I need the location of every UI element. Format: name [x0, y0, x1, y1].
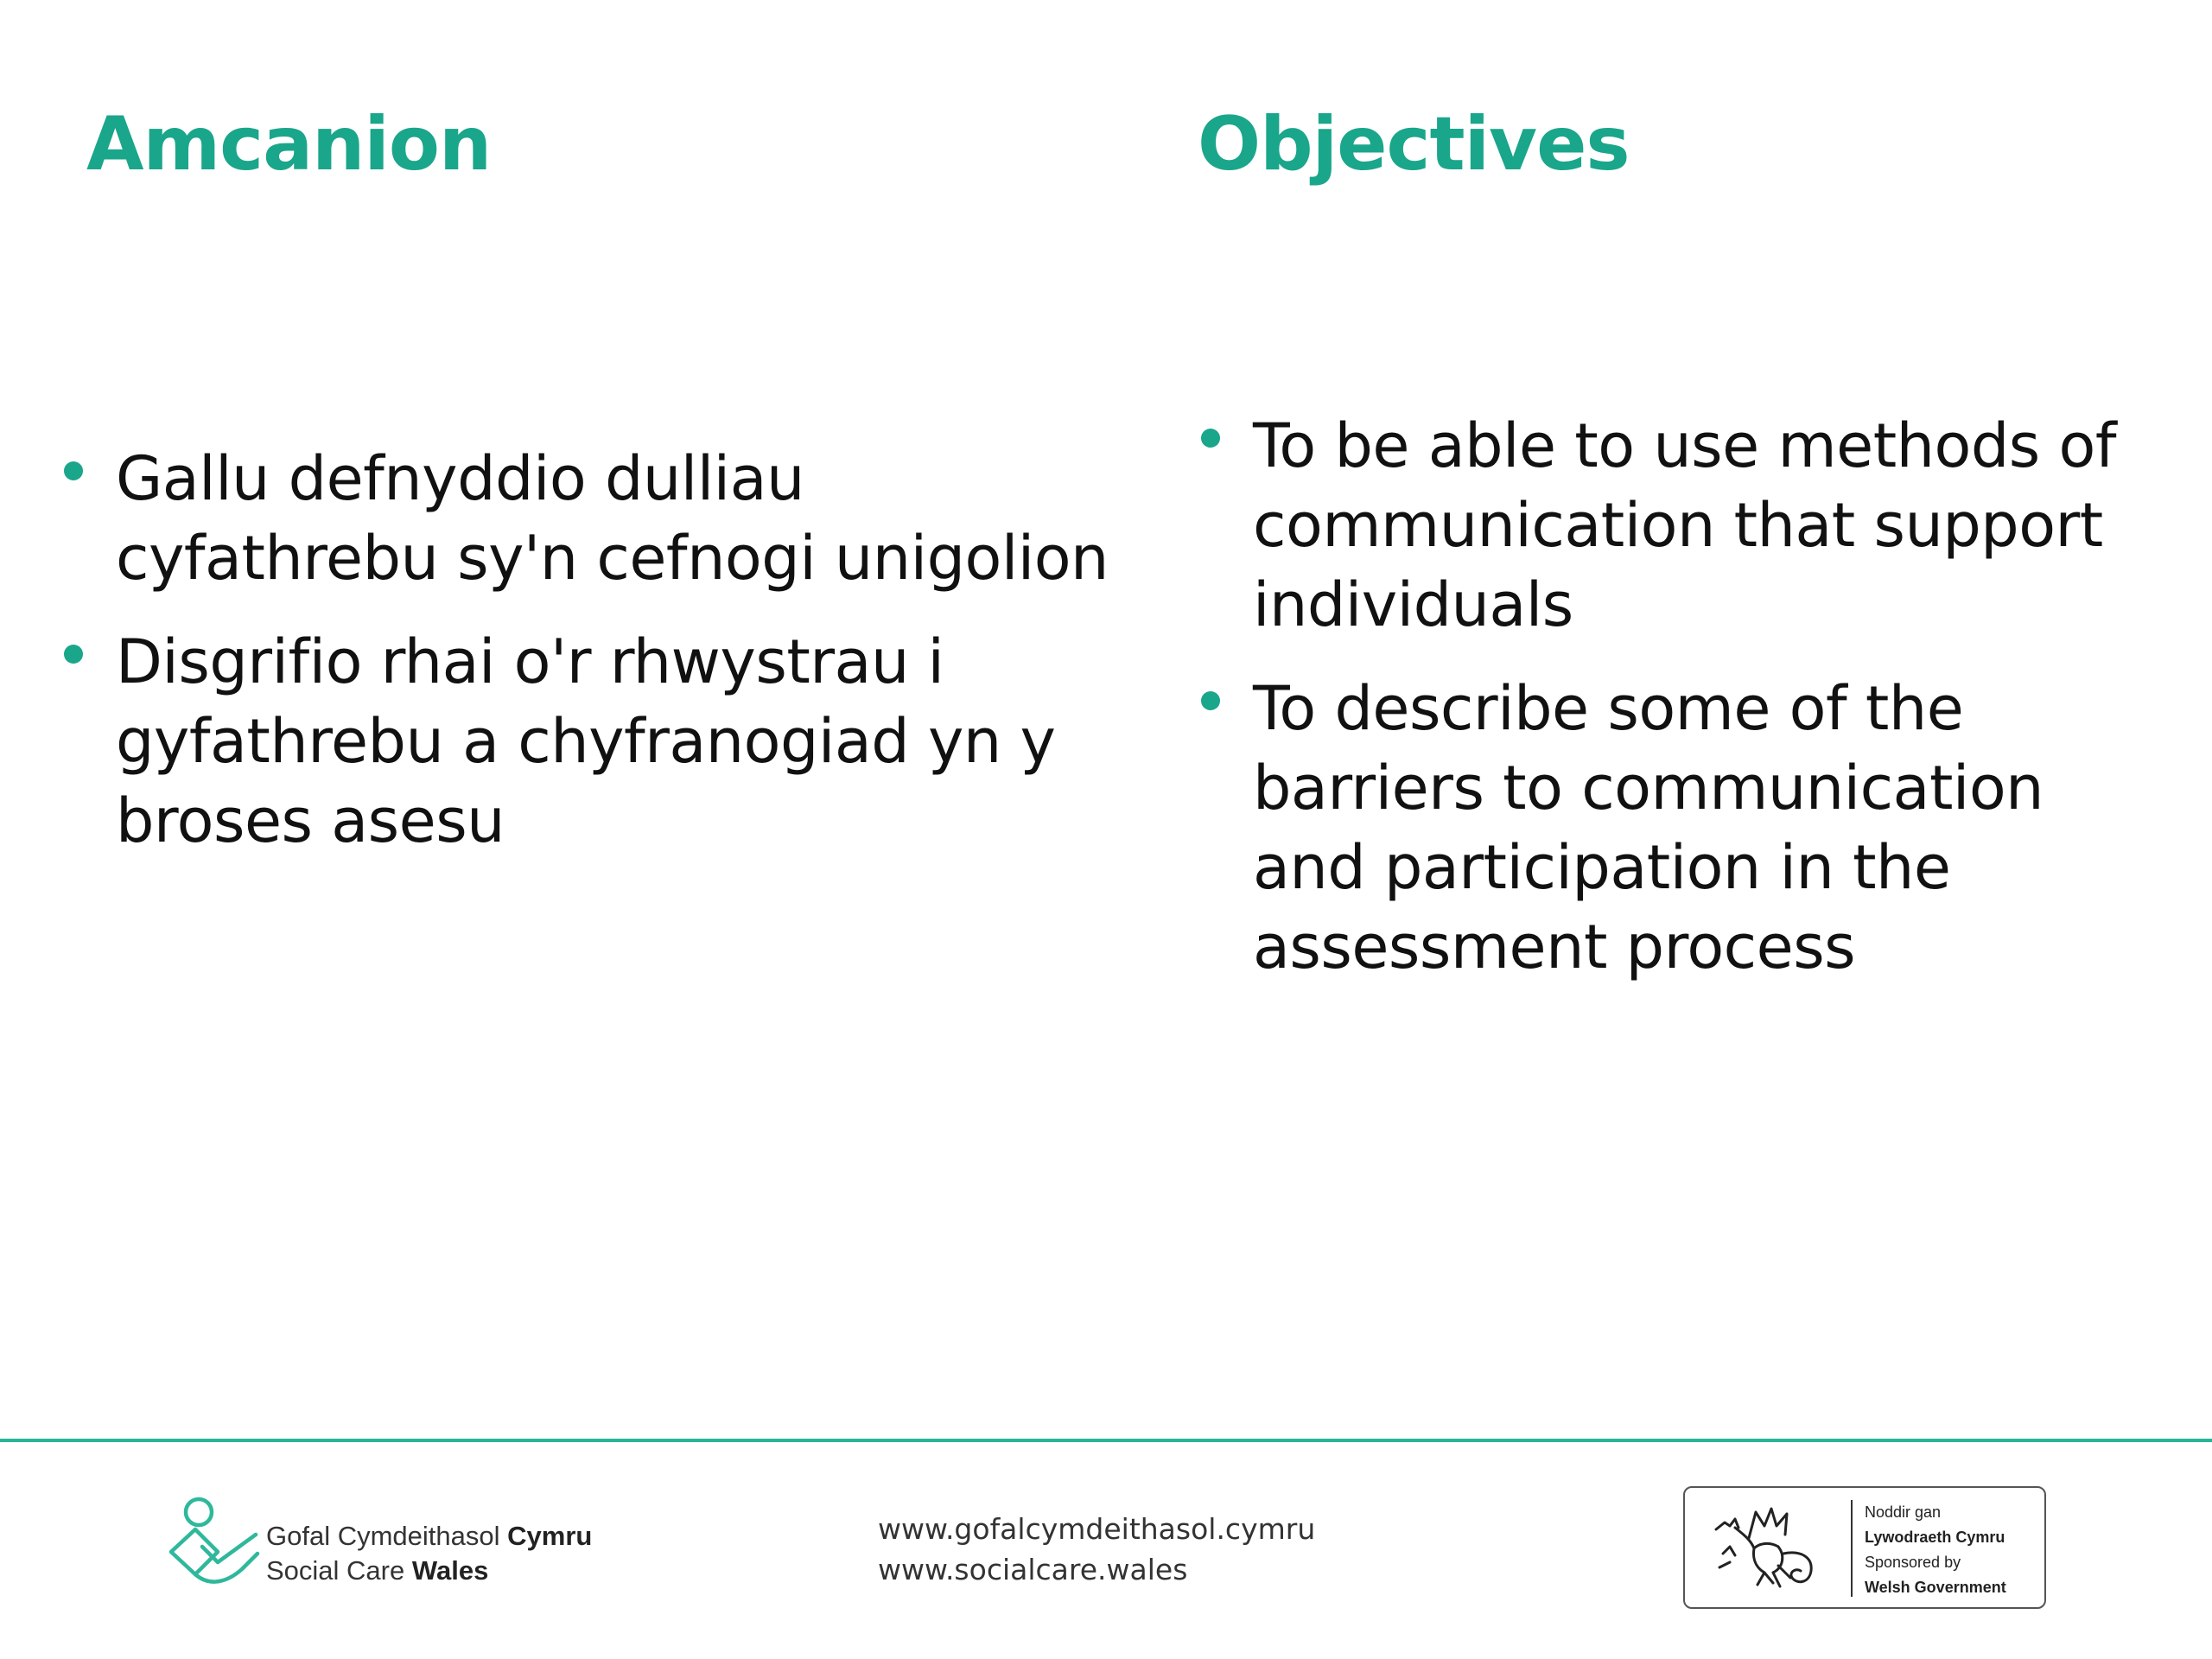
- bullet-dot-icon: [64, 461, 83, 480]
- bullet-dot-icon: [64, 645, 83, 664]
- sponsor-line-welsh: Noddir gan: [1865, 1503, 1942, 1521]
- brand-welsh-prefix: Gofal Cymdeithasol: [266, 1521, 508, 1551]
- objectives-list-welsh: [60, 439, 1115, 885]
- bullet-text: To be able to use methods of communication that support individuals: [1253, 410, 2116, 640]
- url-welsh-link[interactable]: www.gofalcymdeithasol.cymru: [878, 1512, 1316, 1546]
- list-item: [60, 439, 1115, 598]
- footer-urls: [878, 1509, 1315, 1590]
- sponsor-divider: [1851, 1500, 1853, 1597]
- url-english-link[interactable]: www.socialcare.wales: [878, 1553, 1188, 1586]
- bullet-text: Disgrifio rhai o'r rhwystrau i gyfathrebu a chyfranogiad yn y broses asesu: [116, 626, 1056, 856]
- brand-name-english: [266, 1554, 592, 1588]
- bullet-text: To describe some of the barriers to communication and participation in the assessment process: [1253, 673, 2044, 982]
- list-item: [1198, 669, 2165, 987]
- list-item: [1198, 406, 2165, 645]
- sponsor-badge: [1683, 1486, 2046, 1609]
- list-item: [60, 622, 1115, 861]
- brand-english-prefix: Social Care: [266, 1555, 412, 1586]
- objectives-list-english: [1198, 406, 2165, 1011]
- footer-divider: [0, 1439, 2212, 1442]
- bullet-text: Gallu defnyddio dulliau cyfathrebu sy'n cefnogi unigolion: [116, 443, 1109, 594]
- brand-name-welsh: [266, 1519, 592, 1554]
- brand-english-bold: Wales: [411, 1555, 489, 1586]
- sponsor-org-welsh: Lywodraeth Cymru: [1865, 1529, 2005, 1546]
- brand-welsh-bold: Cymru: [507, 1521, 593, 1551]
- sponsor-line-english: Sponsored by: [1865, 1554, 1961, 1571]
- brand-block: [161, 1497, 610, 1592]
- sponsor-org-english: Welsh Government: [1865, 1579, 2006, 1596]
- bullet-dot-icon: [1201, 691, 1220, 710]
- heading-english: Objectives: [1198, 101, 1630, 188]
- welsh-dragon-icon: [1704, 1500, 1834, 1595]
- heading-welsh: Amcanion: [86, 101, 492, 188]
- social-care-wales-logo-icon: [161, 1497, 264, 1592]
- bullet-dot-icon: [1201, 429, 1220, 448]
